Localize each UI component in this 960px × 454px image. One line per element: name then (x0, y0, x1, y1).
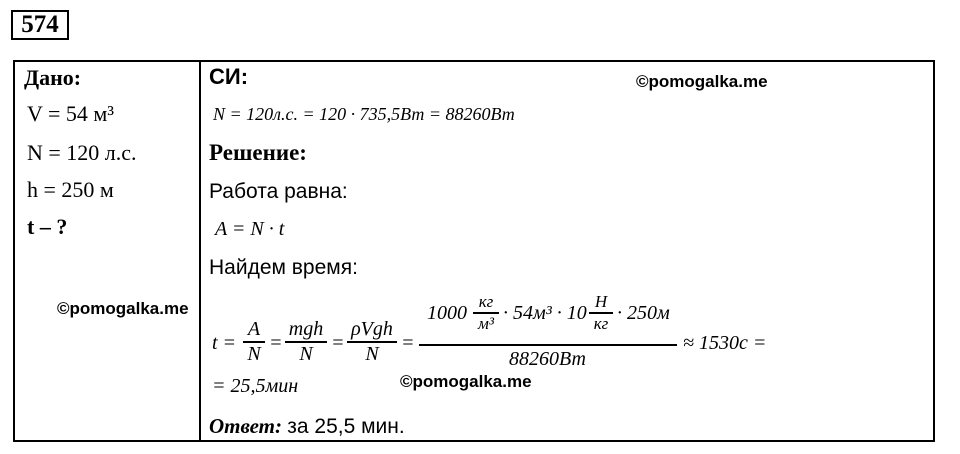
column-divider (199, 62, 201, 440)
formula-line2: = 25,5мин (212, 375, 299, 397)
answer-label: Ответ: (209, 414, 282, 438)
work-formula: A = N · t (215, 218, 285, 240)
formula-t-eq: t = (212, 332, 237, 354)
big-fraction (419, 292, 677, 382)
si-header: СИ: (209, 64, 249, 89)
solution-header: Решение: (209, 140, 307, 165)
watermark-bottom: ©pomogalka.me (400, 372, 532, 391)
watermark-left: ©pomogalka.me (57, 299, 189, 318)
given-volume: V = 54 м³ (27, 101, 114, 126)
f1-numerator: A (247, 318, 261, 340)
answer (209, 414, 405, 439)
kg-numerator: кг (478, 292, 494, 311)
big-num-end: · 250м (617, 302, 670, 324)
si-conversion: N = 120л.с. = 120 · 735,5Вт = 88260Вт (213, 104, 515, 124)
big-num-mid: · 54м³ · 10 (503, 302, 587, 324)
formula-eq3: = (401, 332, 415, 354)
formula-eq1: = (269, 332, 283, 354)
fraction-rhovgh-n (347, 318, 397, 366)
solution-table (13, 60, 935, 442)
answer-text: за 25,5 мин. (287, 415, 405, 438)
formula-eq2: = (331, 332, 345, 354)
f3-numerator: ρVgh (351, 318, 393, 340)
f1-denominator: N (247, 342, 261, 365)
find-time-text: Найдем время: (209, 256, 358, 279)
watermark-top: ©pomogalka.me (636, 72, 768, 91)
kg-denominator: м³ (478, 313, 494, 333)
n-numerator: Н (594, 292, 608, 311)
given-height: h = 250 м (27, 177, 114, 202)
fraction-mgh-n (285, 318, 327, 366)
f2-denominator: N (299, 342, 313, 365)
f3-denominator: N (365, 342, 379, 365)
given-header: Дано: (24, 65, 82, 90)
big-fraction-bar (419, 344, 677, 346)
given-unknown: t – ? (27, 214, 68, 239)
fraction-kg-m3 (473, 292, 499, 334)
n-denominator: кг (593, 313, 609, 333)
fraction-n-kg (589, 292, 613, 334)
problem-number: 574 (11, 10, 69, 40)
f2-numerator: mgh (288, 318, 324, 340)
big-num-1000: 1000 (427, 302, 467, 324)
fraction-a-n (243, 318, 265, 366)
formula-approx: ≈ 1530с = (683, 332, 767, 354)
big-denominator: 88260Вт (509, 348, 586, 370)
work-text: Работа равна: (209, 180, 348, 203)
given-power: N = 120 л.с. (27, 140, 137, 165)
